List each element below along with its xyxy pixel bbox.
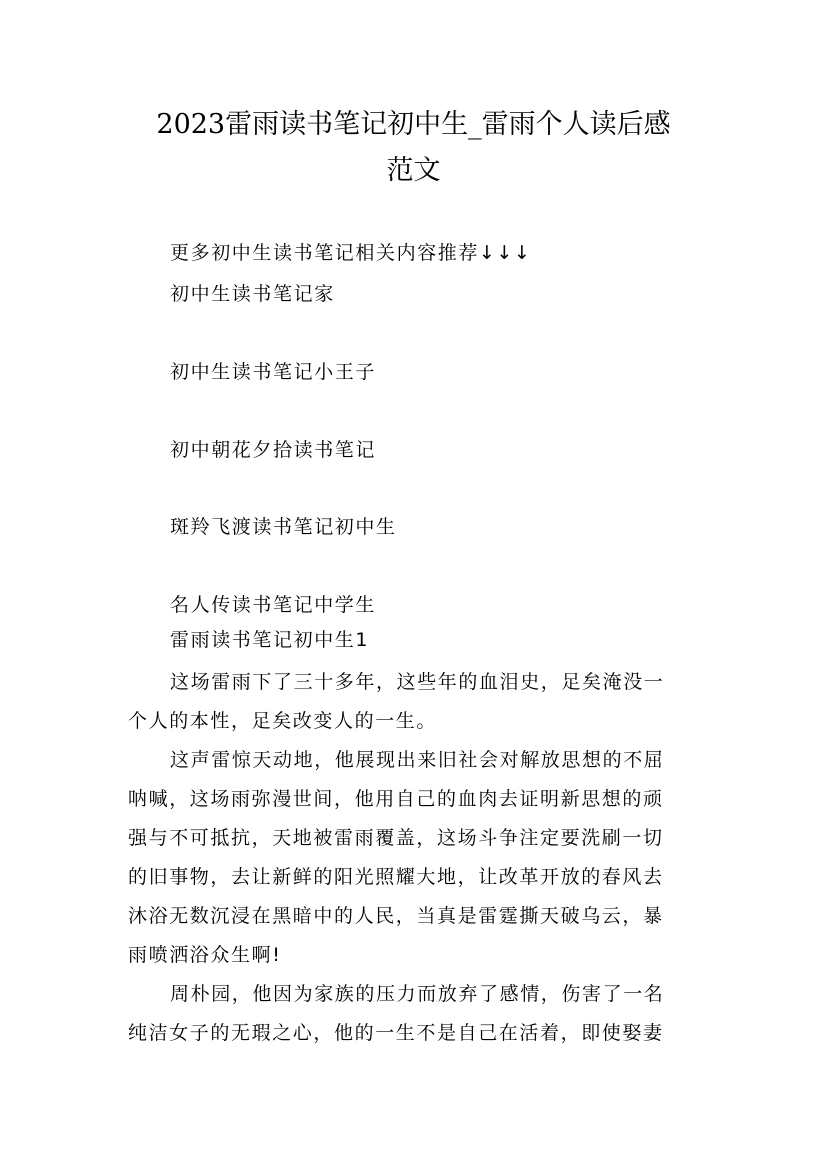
recommend-intro: 更多初中生读书笔记相关内容推荐↓↓↓ bbox=[170, 242, 532, 264]
recommend-link-4[interactable]: 斑羚飞渡读书笔记初中生 bbox=[170, 516, 397, 538]
paragraph-2-line-2: 呐喊，这场雨弥漫世间，他用自己的血肉去证明新思想的顽 bbox=[128, 788, 664, 810]
paragraph-1-line-2: 个人的本性，足矣改变人的一生。 bbox=[128, 710, 438, 732]
title-line-1: 2023雷雨读书笔记初中生_雷雨个人读后感 bbox=[156, 109, 671, 140]
recommend-link-3[interactable]: 初中朝花夕拾读书笔记 bbox=[170, 439, 377, 461]
document-title bbox=[100, 102, 727, 194]
recommend-link-1[interactable]: 初中生读书笔记家 bbox=[170, 283, 335, 305]
paragraph-3-line-2: 纯洁女子的无瑕之心，他的一生不是自己在活着，即使娶妻 bbox=[128, 1022, 664, 1044]
paragraph-1-line-1: 这场雷雨下了三十多年，这些年的血泪史，足矣淹没一 bbox=[170, 671, 665, 693]
section-heading: 雷雨读书笔记初中生1 bbox=[170, 629, 370, 651]
paragraph-2-line-3: 强与不可抵抗，天地被雷雨覆盖，这场斗争注定要洗刷一切 bbox=[128, 827, 664, 849]
paragraph-2-line-1: 这声雷惊天动地，他展现出来旧社会对解放思想的不屈 bbox=[170, 749, 665, 771]
paragraph-2-line-5: 沐浴无数沉浸在黑暗中的人民，当真是雷霆撕天破乌云，暴 bbox=[128, 905, 664, 927]
title-line-2: 范文 bbox=[386, 155, 441, 186]
paragraph-3-line-1: 周朴园，他因为家族的压力而放弃了感情，伤害了一名 bbox=[170, 983, 665, 1005]
recommend-link-5[interactable]: 名人传读书笔记中学生 bbox=[170, 594, 377, 616]
recommend-link-2[interactable]: 初中生读书笔记小王子 bbox=[170, 361, 377, 383]
paragraph-2-line-4: 的旧事物，去让新鲜的阳光照耀大地，让改革开放的春风去 bbox=[128, 866, 664, 888]
paragraph-2-line-6: 雨喷洒浴众生啊! bbox=[128, 944, 282, 966]
